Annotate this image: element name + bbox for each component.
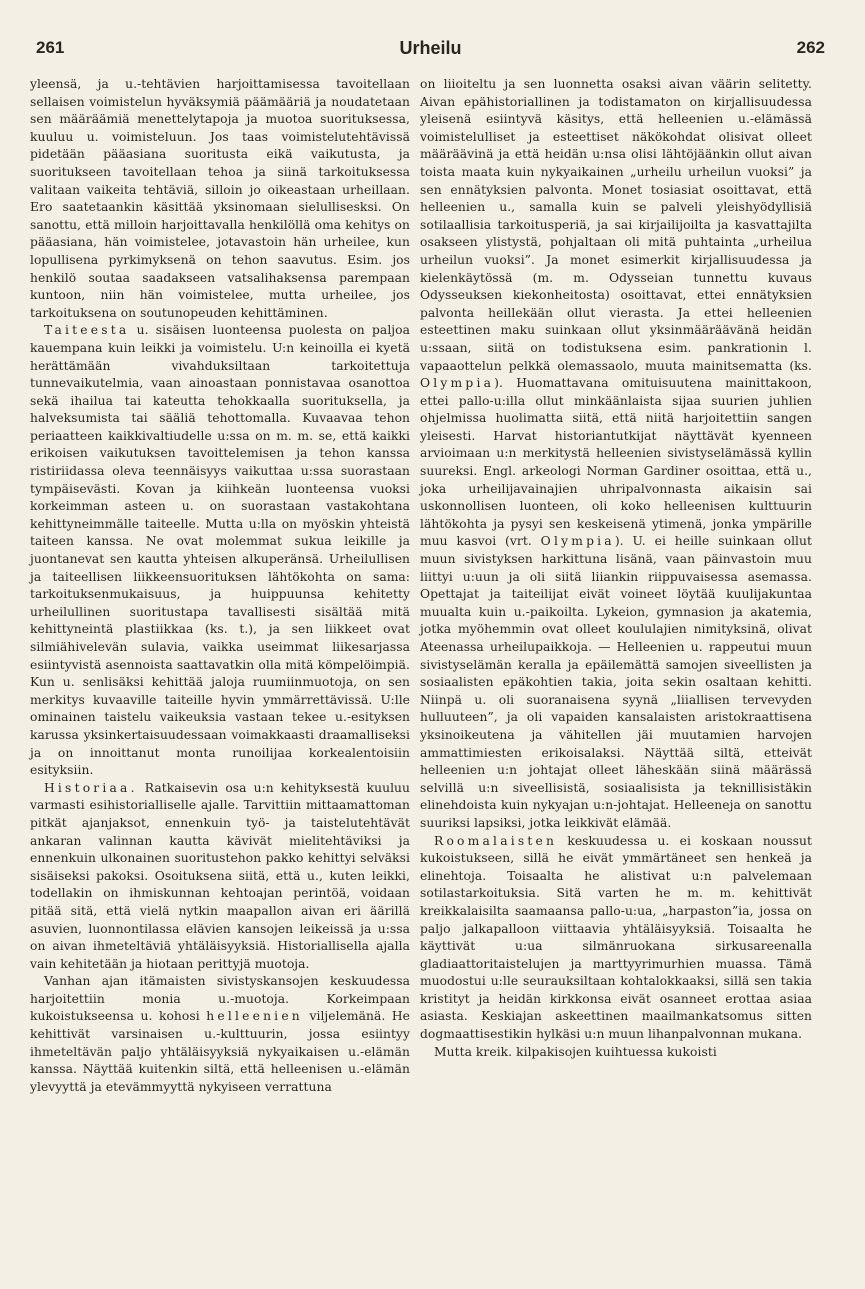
paragraph	[420, 1044, 812, 1062]
paragraph-text: viljelemänä. He kehittivät varsinaisen u.-kulttuurin, jossa esiintyy ihmeteltävän paljo yhtäläisyyksiä nykyaikaisen u.-elämän kanssa. Näyttää kuitenkin siltä, että helleenisen u.-elämän ylevyyttä ja etevämmyyttä nykyiseen verrattuna	[30, 1009, 410, 1094]
paragraph	[420, 76, 812, 833]
paragraph-text: Mutta kreik. kilpakisojen kuihtuessa kukoisti	[434, 1044, 717, 1059]
spaced-term: Olympia	[420, 376, 495, 391]
paragraph-text: keskuudessa u. ei koskaan noussut kukoistukseen, sillä he eivät ymmärtäneet sen henkeä ja elinehtoja. Toisaalta he alistivat u:n palvelemaan sotilastarkoituksia. Sitä varten he m. m. kehittivät kreikkalaisilta saamaansa pallo-u:ua, „harpaston”ia, jossa on paljo jalkapalloon viittaavia yhtäläisyyksiä. Toisaalta he käyttivät u:ua silmänruokana sirkusareenalla gladiaattoritaistelujen ja marttyyrimurhien muassa. Tämä muodostui u:lle seurauksiltaan kohtalokkaaksi, sillä sen takia kristityt ja heidän kirkkonsa eivät osanneet erottaa asiaa asiasta. Keskiajan askeettinen maailmankatsomus sitten dogmaattisestikin hylkäsi u:n muun lihanpalvonnan mukana.	[420, 833, 812, 1042]
paragraph-text: ). U. ei heille suinkaan ollut muun sivistyksen harkittuna lisänä, vaan päinvastoin muu liittyi u:uun ja oli siitä liiankin riippuvaisessa asemassa. Opettajat ja taiteilijat eivät voineet löytää kuulijakuntaa muualta kuin u.-paikoilta. Lykeion, gymnasion ja akatemia, jotka myöhemmin ovat olleet koululajien nimityksinä, olivat Ateenassa urheilupaikkoja. — Helleenien u. rappeutui muun sivistyselämän keralla ja epäilemättä samojen siveellisten ja sosiaalisten epäkohtien takia, joita sekin osaltaan kehitti. Niinpä u. oli suoranaisena syynä „liiallisen tervevyden hulluuteen”, ja oli vapaiden kansalaisten aristokraattisena yksinoikeutena ja vähitellen jäi muutamien harvojen ammattimiesten erikoisalaksi. Näyttää siltä, etteivät helleenien u:n johtajat olleet läheskään siinä määrässä selvillä u:n siveellisistä, sosiaalisista ja teknillisistäkin elinehdoista kuin nykyajan u:n-johtajat. Helleeneja on sanottu suuriksi lapsiksi, jotka leikkivät elämää.	[420, 534, 812, 830]
page-number-right: 262	[796, 38, 825, 57]
paragraph-text: ). Huomattavana omituisuutena mainittakoon, ettei pallo-u:illa ollut minkäänlaista sijaa suurien juhlien ohjelmissa huolimatta siitä, että niitä harjoitettiin sangen yleisesti. Harvat historiantutkijat näyttävät kyenneen arvioimaan u:n merkitystä helleenien sivistyselämässä kyllin suureksi. Engl. arkeologi Norman Gardiner osoittaa, että u., joka urheilijavainajien uhripalvonnasta aikaisin sai uskonnollisen luonteen, oli koko helleenisen kulttuurin lähtökohta ja pysyi sen keskeisenä ytimenä, jonka ympärille muu kasvoi (vrt.	[420, 376, 812, 549]
paragraph-text: yleensä, ja u.-tehtävien harjoittamisessa tavoitellaan sellaisen voimistelun hyväksymiä päämääriä ja noudatetaan sen määräämiä menettelytapoja ja muotoa suorituksessa, kuuluu u. voimisteluun. Jos taas voimistelutehtävissä pidetään pääasiana suoritusta eikä vaikutusta, ja suoritukseen tavoitellaan tehoa ja siinä tarkoituksessa valitaan vaikeita tehtäviä, silloin jo oikeastaan urheillaan. Ero saatetaankin käsittää yksinomaan sielullisesksi. On sanottu, että milloin harjoittavalla henkilöllä oma kehitys on pääasiana, hän voimistelee, jotavastoin hän urheilee, kun lopullisena pyrkimyksenä on tehon saavutus. Esim. jos henkilö soutaa saadakseen vatsalihaksensa parempaan kuntoon, niin hän voimistelee, mutta urheilee, jos tarkoituksena on soutunopeuden kehittäminen.	[30, 77, 410, 320]
right-column	[420, 76, 812, 1061]
paragraph	[420, 833, 812, 1044]
paragraph	[30, 322, 410, 779]
paragraph-text: on liioiteltu ja sen luonnetta osaksi aivan väärin selitetty. Aivan epähistoriallinen ja todistamaton on kirjallisuudessa yleisenä esiintyvä käsitys, että helleenien u.-elämässä voimistelulliset ja esteettiset näkökohdat olisivat olleet määräävinä ja että heidän u:nsa olisi lähtöjäänkin ollut aivan toista maata kuin nykyaikainen „urheilu urheilun vuoksi” ja sen ennätyksien palvonta. Monet tosiasiat osoittavat, että helleenien u., samalla kuin se palveli yleishyödyllisiä sotilaallisia tarkoitusperiä, ja sai kirjailijoilta ja kasvattajilta osakseen ylistystä, pohjaltaan oli mitä puhtainta „urheilua urheilun vuoksi”. Ja monet esimerkit kirjallisuudessa ja kielenkäytössä (m. m. Odysseian tunnettu kuvaus Odysseuksen kiekonheitosta) osoittavat, ettei ennätyksien palvonta heillekään ollut vierasta. Ja ettei helleenien esteettinen maku suinkaan ollut yksinmääräävänä heidän u:ssaan, siitä on todistuksena esim. pankrationin l. vapaaottelun pelkkä olemassaolo, muuta mainitsematta (ks.	[420, 77, 812, 373]
spaced-term: Olympia	[540, 534, 615, 549]
paragraph-text: Vanhan ajan itämaisten sivistyskansojen keskuudessa harjoitettiin monia u.-muotoja. Korkeimpaan kukoistukseensa u. kohosi	[30, 974, 410, 1024]
spaced-heading: Taiteesta	[44, 323, 130, 338]
left-column	[30, 76, 410, 1096]
page-number-left: 261	[36, 38, 65, 57]
running-title: Urheilu	[399, 38, 462, 58]
spaced-heading: Roomalaisten	[434, 833, 558, 848]
paragraph-text: Ratkaisevin osa u:n kehityksestä kuuluu varmasti esihistorialliselle ajalle. Tarvittiin mittaamattoman pitkät ajanjaksot, ennenkuin työ- ja taistelutehtävät ankaran valinnan kautta kävivät mielitehtäviksi ja ennenkuin ulkonainen suoritustehon pakko kehittyi selväksi sisäiseksi pakoksi. Osoituksena siitä, että u., kuten leikki, todellakin on ihmiskunnan kehtoajan perintöä, voidaan pitää sitä, että vielä nytkin maapallon aivan eri äärillä asuvien, luonnontilassa elävien kansojen leikeissä ja u:ssa on aivan ihmeteltäviä yhtäläisyyksiä. Historiallisella ajalla vain kehitetään ja hiotaan perittyjä muotoja.	[30, 780, 410, 971]
paragraph	[30, 973, 410, 1096]
page-header	[36, 38, 825, 68]
spaced-heading: Historiaa.	[44, 780, 138, 795]
spaced-term: helleenien	[206, 1009, 303, 1024]
paragraph-text: u. sisäisen luonteensa puolesta on paljoa kauempana kuin leikki ja voimistelu. U:n keinoilla ei kyetä herättämään vivahduksiltaan tarkoitettuja tunnevaikutelmia, vaan ainoastaan ponnistavaa osanottoa sekä ihailua tai kateutta tehokkaalla suorituksella, ja halveksumista tai sääliä tehottomalla. Kuvaavaa tehon periaatteen kaikkivaltiudelle u:ssa on m. m. se, että kaikki erikoisen vaikutuksen tavoittelemisen ja tehon kanssa ristiriidassa oleva teennäisyys vaikuttaa u:ssa suorastaan tympäisevästi. Kovan ja kiihkeän luonteensa vuoksi korkeimman asteen u. on suorastaan vastakohtana kehittyneimmälle taiteelle. Mutta u:lla on myöskin yhteistä taiteen kanssa. Ne ovat molemmat sukua leikille ja juontanevat sen kautta yhteisen alkuperänsä. Urheilullisen ja taiteellisen liikkeensuorituksen lähtökohta on sama: tarkoituksenmukaisuus, ja huippuunsa kehitetty urheilullinen suoritustapa tavallisesti sisältää mitä kehittyneintä plastiikkaa (ks. t.), ja sen liikkeet ovat silmiähivelevän sulavia, vaikka useimmat liikesarjassa esiintyvistä asennoista saattavatkin olla mitä kömpelöimpiä. Kun u. senlisäksi kehittää jaloja ruumiinmuotoja, on sen merkitys kuvaaville taiteille hyvin ymmärrettävissä. U:lle ominainen taistelu vaikeuksia vastaan tekee u.-esityksen karussa yksinkertaisuudessaan voimakkaasti draamalliseksi ja on innoittanut monta runoilijaa korkealentoisiin esityksiin.	[30, 323, 410, 778]
paragraph	[30, 76, 410, 322]
paragraph	[30, 780, 410, 974]
